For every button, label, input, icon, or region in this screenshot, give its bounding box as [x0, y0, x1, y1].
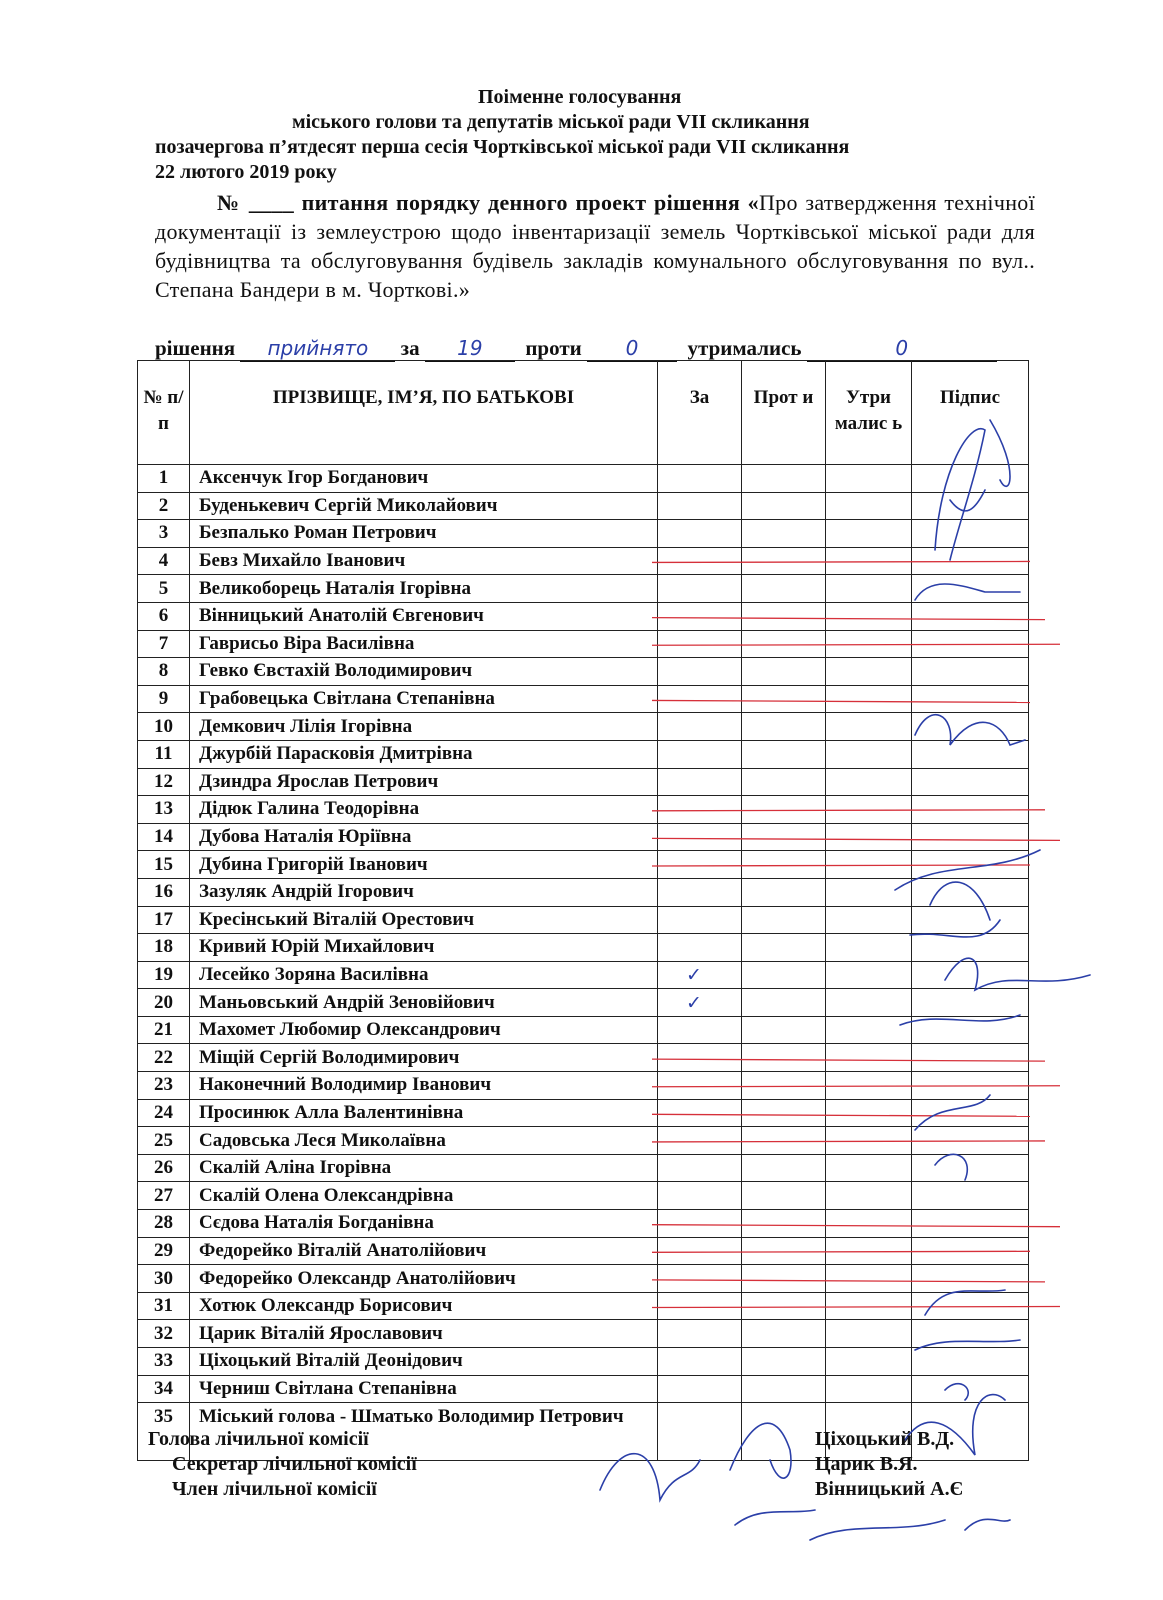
signature-2	[915, 584, 1020, 600]
deputy-name: Міський голова - Шматько Володимир Петрович	[190, 1403, 658, 1461]
deputy-name: Сєдова Наталія Богданівна	[190, 1210, 658, 1238]
row-number: 27	[138, 1182, 190, 1210]
deputy-name: Дубова Наталія Юріївна	[190, 823, 658, 851]
row-number: 24	[138, 1099, 190, 1127]
deputy-name: Вінницький Анатолій Євгенович	[190, 602, 658, 630]
decision-label: рішення	[155, 336, 236, 360]
deputy-name: Лесейко Зоряна Василівна	[190, 961, 658, 989]
deputy-name: Хотюк Олександр Борисович	[190, 1292, 658, 1320]
strike-line	[652, 865, 1030, 866]
row-number: 4	[138, 547, 190, 575]
col-sign-header: Підпис	[912, 361, 1029, 465]
col-proty-header: Прот и	[742, 361, 826, 465]
signature-4	[895, 850, 1040, 937]
row-number: 1	[138, 465, 190, 493]
utr-count: 0	[895, 336, 909, 360]
deputy-name: Ціхоцький Віталій Деонідович	[190, 1348, 658, 1376]
deputy-name: Махомет Любомир Олександрович	[190, 1016, 658, 1044]
commission-sig-2	[730, 1423, 791, 1478]
deputy-name: Скалій Аліна Ігорівна	[190, 1154, 658, 1182]
strike-line	[652, 1251, 1030, 1252]
strike-line	[652, 561, 1030, 562]
utr-label: утримались	[687, 336, 802, 360]
deputy-name: Просинюк Алла Валентинівна	[190, 1099, 658, 1127]
deputy-name: Скалій Олена Олександрівна	[190, 1182, 658, 1210]
question-text: Про затвердження технічної документації із землеустрою щодо інвентаризації земель Чортківської міської ради для будівництва та обслуговування будівель закладів комунального обслуговування по вул.. Степана Бандери в м. Чорткові.»	[155, 190, 1035, 302]
deputy-name: Садовська Леся Миколаївна	[190, 1127, 658, 1155]
session-date: 22 лютого 2019 року	[155, 161, 337, 183]
strike-line	[652, 1141, 1045, 1142]
commission-sig-4	[810, 1519, 1010, 1540]
row-number: 21	[138, 1016, 190, 1044]
deputy-name: Аксенчук Ігор Богданович	[190, 465, 658, 493]
secretary-label: Секретар лічильної комісії	[172, 1453, 417, 1475]
deputy-name: Гевко Євстахій Володимирович	[190, 658, 658, 686]
deputy-name: Кривий Юрій Михайлович	[190, 934, 658, 962]
deputy-name: Зазуляк Андрій Ігорович	[190, 878, 658, 906]
row-number: 13	[138, 796, 190, 824]
deputy-name: Дідюк Галина Теодорівна	[190, 796, 658, 824]
proty-count: 0	[625, 336, 639, 360]
strike-line	[652, 838, 1060, 840]
row-number: 34	[138, 1375, 190, 1403]
row-number: 31	[138, 1292, 190, 1320]
member-label: Член лічильної комісії	[172, 1478, 377, 1500]
row-number: 19	[138, 961, 190, 989]
doc-title: Поіменне голосування	[478, 86, 682, 108]
strike-line	[652, 1059, 1045, 1061]
session-title: позачергова п’ятдесят перша сесія Чортківської міської ради VII скликання	[155, 136, 850, 158]
question-prefix: № ____ питання порядку денного проект рішення «	[217, 190, 759, 215]
signature-6	[915, 1095, 990, 1180]
row-number: 15	[138, 851, 190, 879]
decision-value: прийнято	[267, 336, 369, 360]
commission-sig-1	[600, 1454, 700, 1500]
row-number: 3	[138, 520, 190, 548]
doc-subtitle: міського голови та депутатів міської ради VII скликання	[292, 111, 810, 133]
strike-line	[652, 618, 1045, 620]
deputy-name: Буденькевич Сергій Миколайович	[190, 492, 658, 520]
chair-label: Голова лічильної комісії	[148, 1428, 369, 1450]
strike-line	[652, 1086, 1060, 1087]
deputy-name: Великоборець Наталія Ігорівна	[190, 575, 658, 603]
col-utr-header: Утри малис ь	[826, 361, 912, 465]
row-number: 11	[138, 740, 190, 768]
deputy-name: Маньовський Андрій Зеновійович	[190, 989, 658, 1017]
proty-label: проти	[525, 336, 582, 360]
vote-za: ✓	[658, 989, 742, 1017]
row-number: 8	[138, 658, 190, 686]
vote-za: ✓	[658, 961, 742, 989]
deputy-name: Дзиндра Ярослав Петрович	[190, 768, 658, 796]
strike-line	[652, 1280, 1045, 1282]
strike-line	[652, 1114, 1030, 1116]
row-number: 7	[138, 630, 190, 658]
deputy-name: Федорейко Олександр Анатолійович	[190, 1265, 658, 1293]
deputy-name: Гаврисьо Віра Василівна	[190, 630, 658, 658]
row-number: 14	[138, 823, 190, 851]
member-name: Вінницький А.Є	[815, 1478, 964, 1500]
col-num-header: № п/п	[138, 361, 190, 465]
deputy-name: Міщій Сергій Володимирович	[190, 1044, 658, 1072]
secretary-name: Царик В.Я.	[815, 1453, 918, 1475]
row-number: 5	[138, 575, 190, 603]
deputy-name: Черниш Світлана Степанівна	[190, 1375, 658, 1403]
row-number: 26	[138, 1154, 190, 1182]
col-za-header: За	[658, 361, 742, 465]
deputy-name: Царик Віталій Ярославович	[190, 1320, 658, 1348]
deputy-name: Безпалько Роман Петрович	[190, 520, 658, 548]
col-name-header: ПРІЗВИЩЕ, ІМ’Я, ПО БАТЬКОВІ	[190, 361, 658, 465]
row-number: 18	[138, 934, 190, 962]
row-number: 30	[138, 1265, 190, 1293]
row-number: 16	[138, 878, 190, 906]
row-number: 10	[138, 713, 190, 741]
row-number: 32	[138, 1320, 190, 1348]
deputy-name: Бевз Михайло Іванович	[190, 547, 658, 575]
strike-line	[652, 810, 1045, 811]
row-number: 35	[138, 1403, 190, 1461]
row-number: 28	[138, 1210, 190, 1238]
row-number: 29	[138, 1237, 190, 1265]
strike-line	[652, 700, 1030, 702]
signature-3	[915, 715, 1025, 745]
row-number: 12	[138, 768, 190, 796]
signature-1	[935, 420, 1010, 560]
strike-line	[652, 644, 1060, 645]
signature-5	[900, 958, 1090, 1025]
strike-line	[652, 1306, 1060, 1307]
row-number: 20	[138, 989, 190, 1017]
za-label: за	[400, 336, 420, 360]
deputy-name: Грабовецька Світлана Степанівна	[190, 685, 658, 713]
deputy-name: Джурбій Парасковія Дмитрівна	[190, 740, 658, 768]
chair-name: Ціхоцький В.Д.	[815, 1428, 955, 1450]
za-count: 19	[457, 336, 483, 360]
commission-sig-3	[735, 1510, 815, 1525]
row-number: 25	[138, 1127, 190, 1155]
row-number: 23	[138, 1072, 190, 1100]
deputy-name: Федорейко Віталій Анатолійович	[190, 1237, 658, 1265]
row-number: 33	[138, 1348, 190, 1376]
row-number: 22	[138, 1044, 190, 1072]
row-number: 17	[138, 906, 190, 934]
row-number: 2	[138, 492, 190, 520]
deputy-name: Дубина Григорій Іванович	[190, 851, 658, 879]
deputy-name: Демкович Лілія Ігорівна	[190, 713, 658, 741]
deputy-name: Наконечний Володимир Іванович	[190, 1072, 658, 1100]
deputy-name: Кресінський Віталій Орестович	[190, 906, 658, 934]
row-number: 9	[138, 685, 190, 713]
row-number: 6	[138, 602, 190, 630]
strike-line	[652, 1225, 1060, 1227]
